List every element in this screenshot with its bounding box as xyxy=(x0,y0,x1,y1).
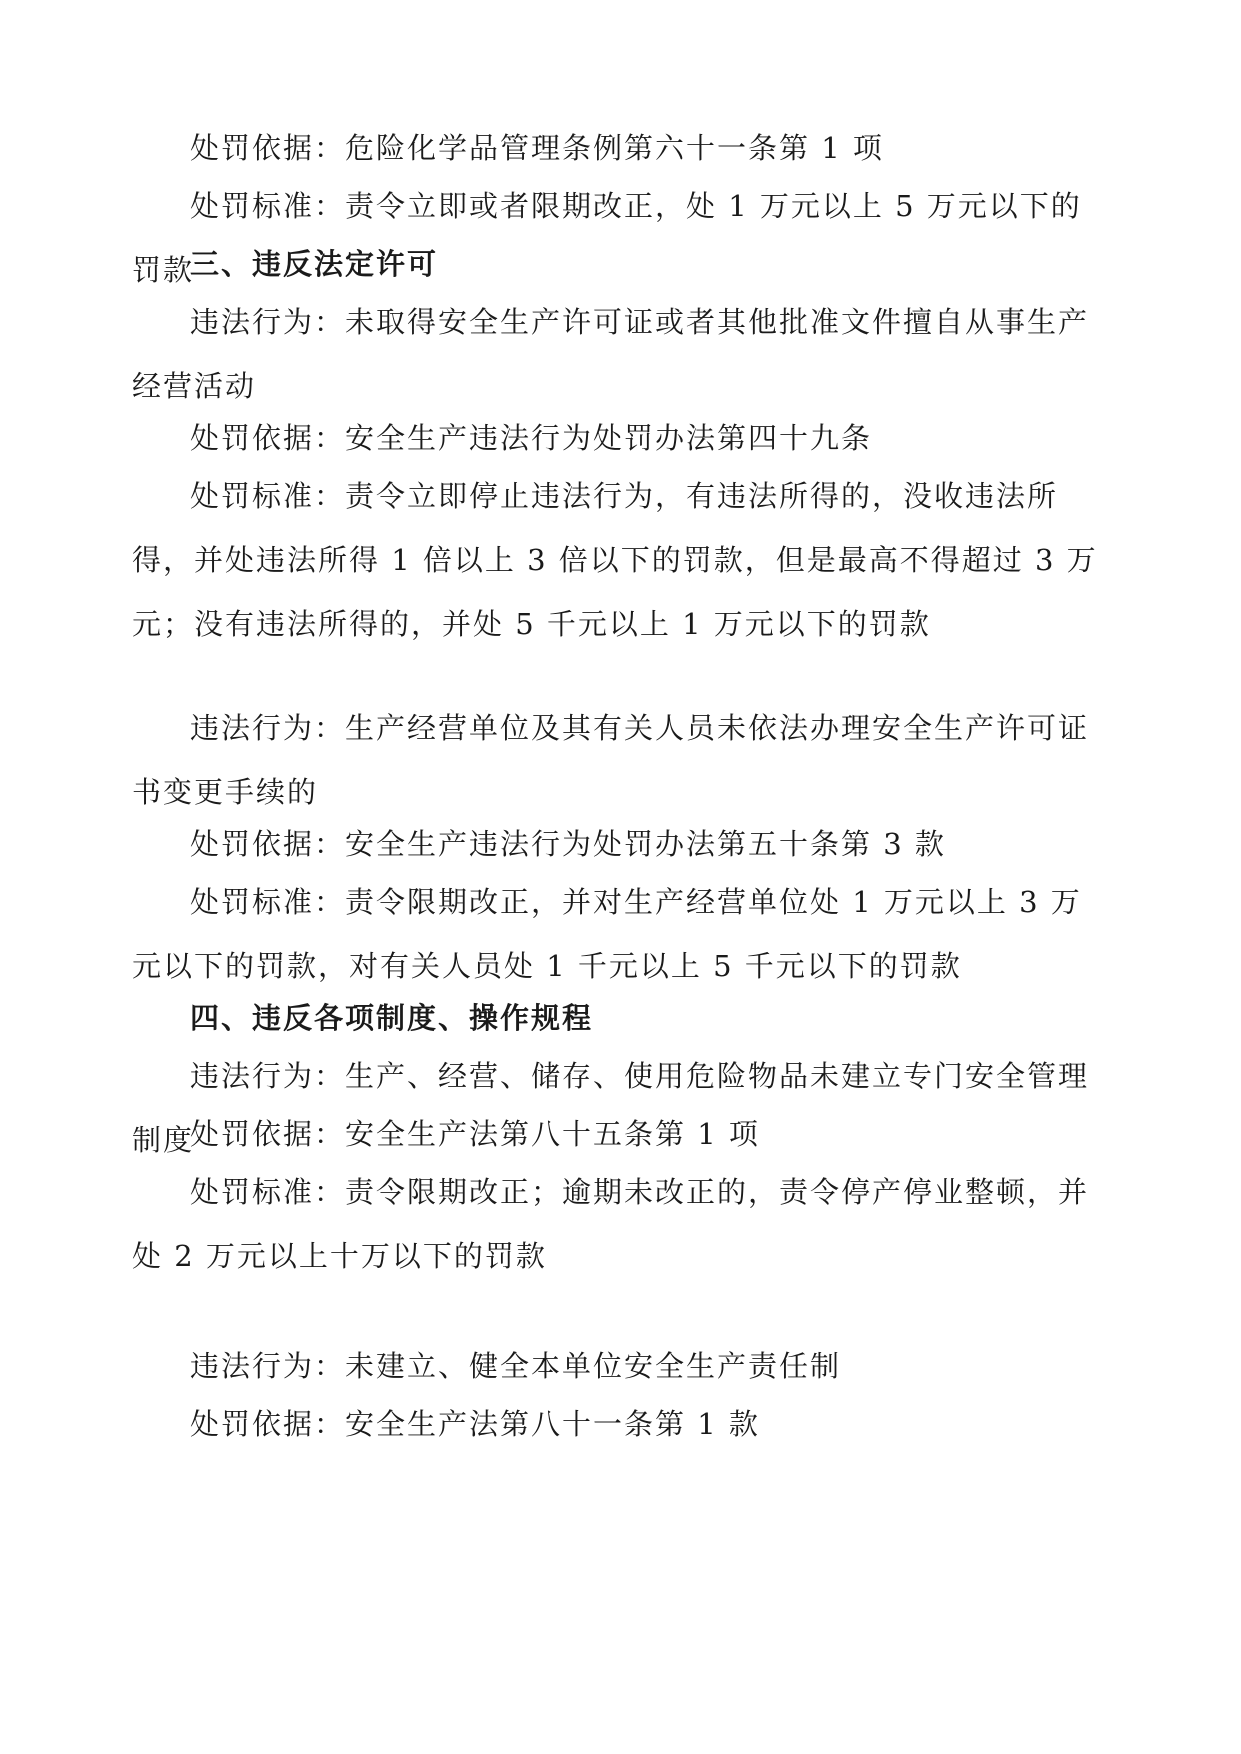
penalty-basis-paragraph: 处罚依据：危险化学品管理条例第六十一条第 1 项 xyxy=(190,131,884,165)
violation-paragraph: 违法行为：生产、经营、储存、使用危险物品未建立专门安全管理制度 xyxy=(132,1059,1090,1157)
penalty-basis-paragraph: 处罚依据：安全生产违法行为处罚办法第五十条第 3 款 xyxy=(190,827,946,861)
section-heading-3: 三、违反法定许可 xyxy=(190,247,439,281)
violation-paragraph: 违法行为：未建立、健全本单位安全生产责任制 xyxy=(190,1349,842,1383)
penalty-standard-paragraph: 处罚标准：责令限期改正；逾期未改正的，责令停产停业整顿，并处 2 万元以上十万以下的罚款 xyxy=(132,1175,1090,1273)
penalty-basis-paragraph: 处罚依据：安全生产法第八十一条第 1 款 xyxy=(190,1407,760,1441)
penalty-standard-paragraph: 处罚标准：责令限期改正，并对生产经营单位处 1 万元以上 3 万元以下的罚款，对有关人员处 1 千元以上 5 千元以下的罚款 xyxy=(132,885,1082,983)
penalty-basis-paragraph: 处罚依据：安全生产违法行为处罚办法第四十九条 xyxy=(190,421,873,455)
penalty-standard-paragraph: 处罚标准：责令立即或者限期改正，处 1 万元以上 5 万元以下的罚款 xyxy=(132,189,1082,287)
violation-paragraph: 违法行为：生产经营单位及其有关人员未依法办理安全生产许可证书变更手续的 xyxy=(132,711,1090,809)
violation-paragraph: 违法行为：未取得安全生产许可证或者其他批准文件擅自从事生产经营活动 xyxy=(132,305,1090,403)
penalty-standard-paragraph: 处罚标准：责令立即停止违法行为，有违法所得的，没收违法所得，并处违法所得 1 倍以上 3 倍以下的罚款，但是最高不得超过 3 万元；没有违法所得的，并处 5 千元以上 1 万元以下的罚款 xyxy=(132,479,1098,641)
penalty-basis-paragraph: 处罚依据：安全生产法第八十五条第 1 项 xyxy=(190,1117,760,1151)
section-heading-4: 四、违反各项制度、操作规程 xyxy=(190,1001,594,1035)
